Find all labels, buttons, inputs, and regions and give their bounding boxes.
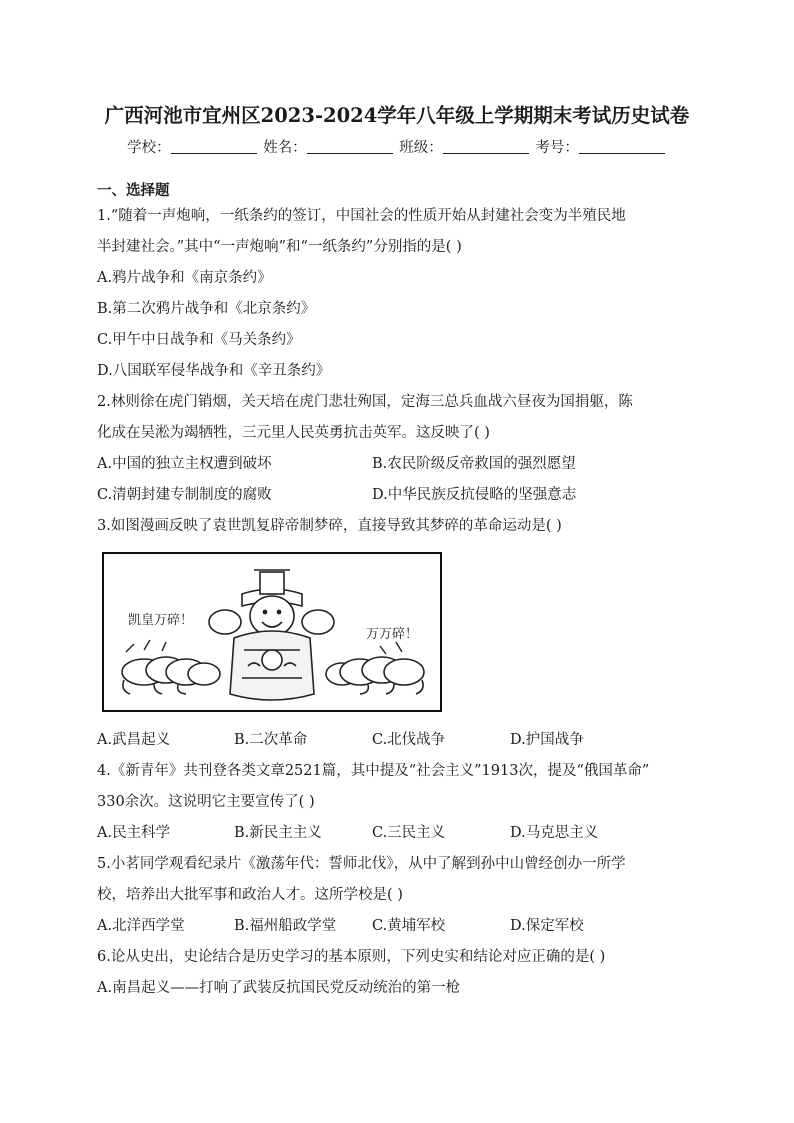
yuan-shikai-cartoon (102, 552, 442, 712)
name-label: 姓名： (263, 140, 307, 156)
number-label: 考号： (535, 140, 579, 156)
name-blank[interactable] (307, 139, 393, 154)
section-heading: 一、选择题 (97, 182, 170, 199)
number-blank[interactable] (579, 139, 665, 154)
question-2-option-b: B.农民阶级反帝救国的强烈愿望 (372, 456, 576, 472)
class-blank[interactable] (443, 139, 529, 154)
question-3-line-1: 3.如图漫画反映了袁世凯复辟帝制梦碎，直接导致其梦碎的革命运动是( ) (97, 518, 562, 534)
question-4-option-c: C.三民主义 (372, 825, 446, 841)
question-4-line-1: 4.《新青年》共刊登各类文章2521篇，其中提及“社会主义”1913次，提及“俄国革命” (97, 763, 650, 779)
exam-title: 广西河池市宜州区2023-2024学年八年级上学期期末考试历史试卷 (104, 104, 690, 127)
question-1-option-a: A.鸦片战争和《南京条约》 (97, 270, 272, 286)
question-4-line-2: 330余次。这说明它主要宣传了( ) (97, 794, 315, 810)
question-2-option-c: C.清朝封建专制制度的腐败 (97, 487, 272, 503)
question-1-line-1: 1.“随着一声炮响，一纸条约的签订，中国社会的性质开始从封建社会变为半殖民地 (97, 208, 626, 224)
question-4-option-a: A.民主科学 (97, 825, 171, 841)
question-5-option-a: A.北洋西学堂 (97, 918, 185, 934)
question-3-option-d: D.护国战争 (510, 732, 584, 748)
left-caption: 凯皇万碎！ (128, 613, 194, 628)
kneeling-figures-left (122, 657, 220, 694)
school-blank[interactable] (171, 139, 257, 154)
cartoon-drawing (104, 554, 440, 710)
question-1-option-d: D.八国联军侵华战争和《辛丑条约》 (97, 363, 331, 379)
question-2-line-2: 化成在吴淞为竭牺牲，三元里人民英勇抗击英军。这反映了( ) (97, 425, 490, 441)
question-5-line-1: 5.小茗同学观看纪录片《激荡年代：誓师北伐》，从中了解到孙中山曾经创办一所学 (97, 856, 626, 872)
question-5-line-2: 校，培养出大批军事和政治人才。这所学校是( ) (97, 887, 403, 903)
kneeling-figures-right (326, 657, 424, 694)
question-1-option-c: C.甲午中日战争和《马关条约》 (97, 332, 301, 348)
motion-lines-right (380, 642, 402, 654)
motion-lines-left (126, 640, 166, 652)
student-info-line (0, 136, 794, 157)
question-1-line-2: 半封建社会。”其中“一声炮响”和“一纸条约”分别指的是( ) (97, 239, 462, 255)
question-3-option-c: C.北伐战争 (372, 732, 446, 748)
question-2-option-a: A.中国的独立主权遭到破坏 (97, 456, 272, 472)
right-caption: 万万碎！ (366, 627, 419, 642)
question-3-option-b: B.二次革命 (234, 732, 308, 748)
school-label: 学校： (127, 140, 171, 156)
question-2-line-1: 2.林则徐在虎门销烟，关天培在虎门悲壮殉国，定海三总兵血战六昼夜为国捐躯，陈 (97, 394, 633, 410)
question-2-option-d: D.中华民族反抗侵略的坚强意志 (372, 487, 577, 503)
question-5-option-d: D.保定军校 (510, 918, 584, 934)
question-5-option-b: B.福州船政学堂 (234, 918, 337, 934)
question-4-option-d: D.马克思主义 (510, 825, 599, 841)
question-4-option-b: B.新民主主义 (234, 825, 322, 841)
question-5-option-c: C.黄埔军校 (372, 918, 446, 934)
question-3-option-a: A.武昌起义 (97, 732, 171, 748)
question-6-option-a: A.南昌起义——打响了武装反抗国民党反动统治的第一枪 (97, 980, 461, 996)
class-label: 班级： (399, 140, 443, 156)
question-6-line-1: 6.论从史出，史论结合是历史学习的基本原则，下列史实和结论对应正确的是( ) (97, 949, 606, 965)
question-1-option-b: B.第二次鸦片战争和《北京条约》 (97, 301, 316, 317)
emperor-figure (209, 570, 334, 700)
